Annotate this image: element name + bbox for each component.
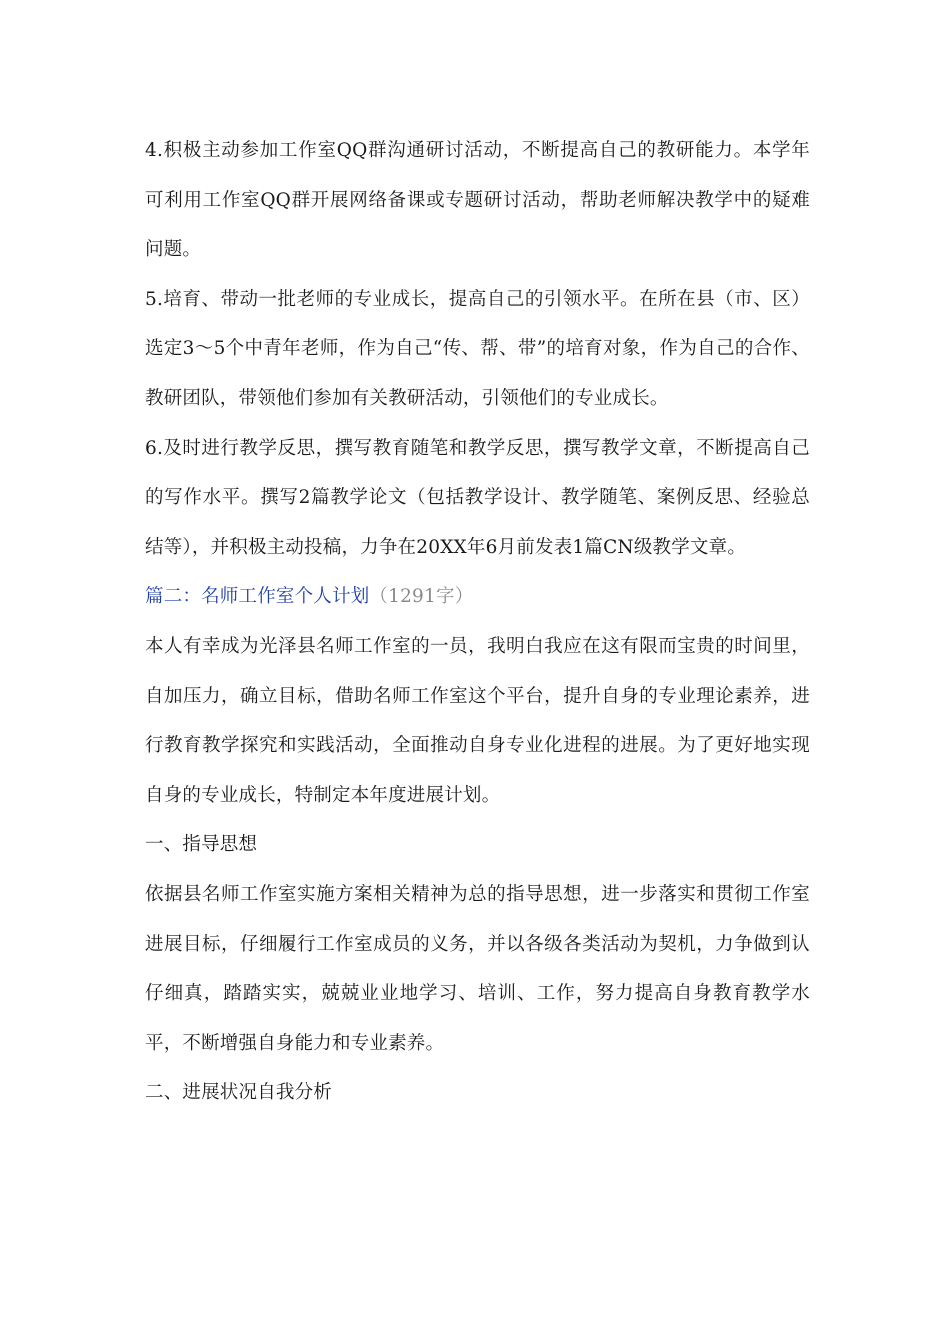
article-title-link[interactable]: 名师工作室个人计划 xyxy=(201,586,370,608)
heading-self-analysis: 二、进展状况自我分析 xyxy=(145,1082,333,1104)
article-word-count: （1291字） xyxy=(369,586,474,608)
article-title xyxy=(145,572,810,622)
guiding-ideology-paragraph: 依据县名师工作室实施方案相关精神为总的指导思想，进一步落实和贯彻工作室进展目标，仔细履行工作室成员的义务，并以各级各类活动为契机，力争做到认仔细真，踏踏实实，兢兢业业地学习、培训、工作，努力提高自身教育教学水平，不断增强自身能力和专业素养。 xyxy=(145,883,810,1054)
paragraph-item-4: 4.积极主动参加工作室QQ群沟通研讨活动，不断提高自己的教研能力。本学年可利用工作室QQ群开展网络备课或专题研讨活动，帮助老师解决教学中的疑难问题。 xyxy=(145,140,810,261)
document-body xyxy=(145,126,810,1118)
heading-guiding-ideology: 一、指导思想 xyxy=(145,834,258,856)
intro-paragraph: 本人有幸成为光泽县名师工作室的一员，我明白我应在这有限而宝贵的时间里，自加压力，确立目标，借助名师工作室这个平台，提升自身的专业理论素养，进行教育教学探究和实践活动，全面推动自身专业化进程的进展。为了更好地实现自身的专业成长，特制定本年度进展计划。 xyxy=(145,635,810,806)
article-title-prefix: 篇二： xyxy=(145,586,202,608)
paragraph-item-5: 5.培育、带动一批老师的专业成长，提高自己的引领水平。在所在县（市、区）选定3～5个中青年老师，作为自己“传、帮、带”的培育对象，作为自己的合作、教研团队，带领他们参加有关教研活动，引领他们的专业成长。 xyxy=(145,288,810,409)
paragraph-item-6: 6.及时进行教学反思，撰写教育随笔和教学反思，撰写教学文章，不断提高自己的写作水平。撰写2篇教学论文（包括教学设计、教学随笔、案例反思、经验总结等），并积极主动投稿，力争在20XX年6月前发表1篇CN级教学文章。 xyxy=(145,437,810,558)
